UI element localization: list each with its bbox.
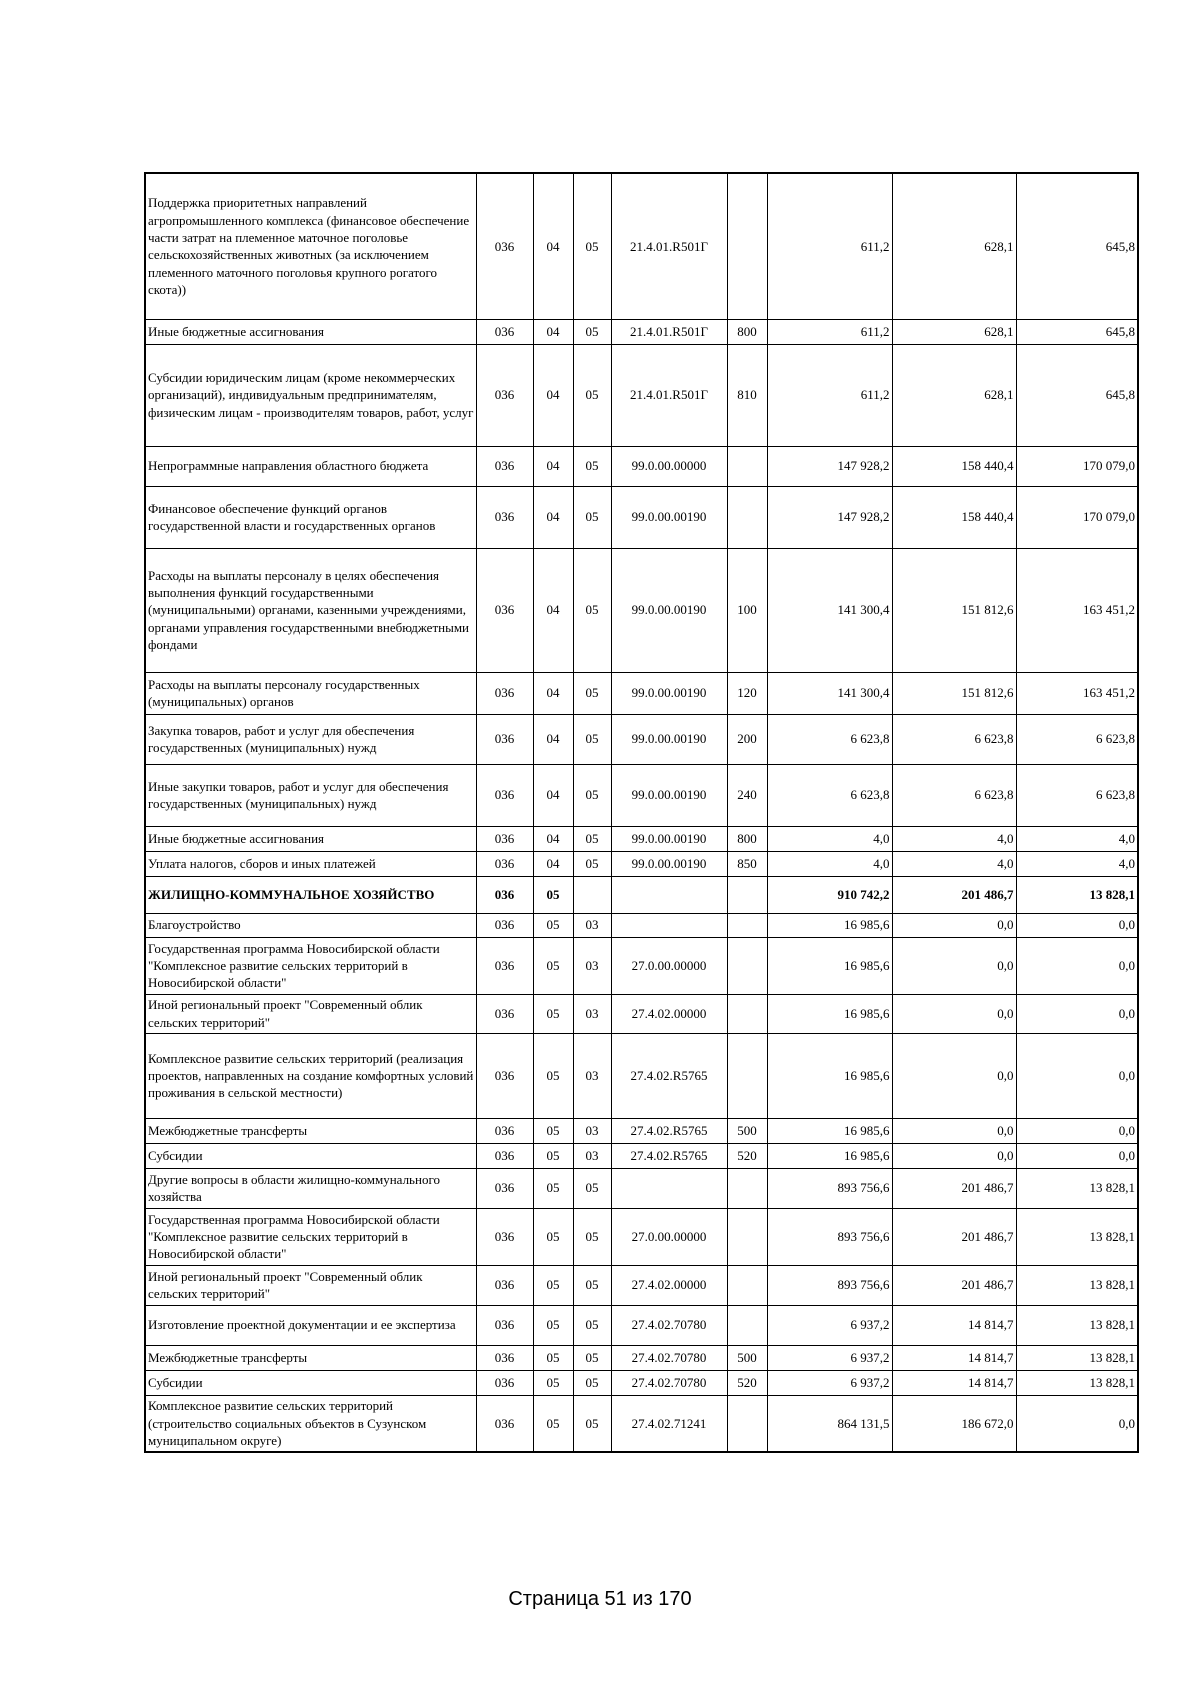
table-row [145,1118,1138,1143]
cell-ved: 036 [476,1208,533,1265]
cell-ved: 036 [476,344,533,446]
table-row [145,937,1138,994]
cell-csr: 99.0.00.00190 [611,672,727,714]
cell-sum-year3: 170 079,0 [1016,486,1138,548]
cell-sum-year2: 186 672,0 [892,1395,1016,1452]
cell-ved: 036 [476,1265,533,1305]
cell-ved: 036 [476,764,533,826]
table-row [145,1305,1138,1345]
cell-rz: 05 [533,1305,573,1345]
cell-csr: 99.0.00.00190 [611,714,727,764]
cell-pr: 05 [573,548,611,672]
cell-sum-year2: 158 440,4 [892,446,1016,486]
cell-vr [727,876,767,913]
cell-pr: 03 [573,1118,611,1143]
table-row [145,1345,1138,1370]
cell-sum-year2: 4,0 [892,826,1016,851]
cell-rz: 05 [533,1395,573,1452]
cell-name: Расходы на выплаты персоналу государственных (муниципальных) органов [145,672,476,714]
table-row [145,1208,1138,1265]
cell-sum-year2: 201 486,7 [892,1208,1016,1265]
cell-name: Межбюджетные трансферты [145,1118,476,1143]
cell-sum-year3: 13 828,1 [1016,876,1138,913]
cell-pr: 05 [573,319,611,344]
cell-rz: 05 [533,1143,573,1168]
cell-ved: 036 [476,1168,533,1208]
cell-sum-year1: 6 623,8 [767,764,892,826]
cell-pr: 05 [573,486,611,548]
cell-pr [573,876,611,913]
cell-name: Межбюджетные трансферты [145,1345,476,1370]
table-row [145,1370,1138,1395]
cell-sum-year1: 16 985,6 [767,937,892,994]
table-row [145,319,1138,344]
cell-pr: 05 [573,1208,611,1265]
cell-sum-year1: 893 756,6 [767,1208,892,1265]
cell-vr [727,1208,767,1265]
cell-pr: 03 [573,937,611,994]
table-row [145,994,1138,1033]
table-row [145,1395,1138,1452]
cell-sum-year3: 0,0 [1016,1118,1138,1143]
cell-ved: 036 [476,319,533,344]
cell-sum-year3: 163 451,2 [1016,672,1138,714]
cell-rz: 04 [533,672,573,714]
cell-vr: 520 [727,1143,767,1168]
cell-vr [727,446,767,486]
cell-ved: 036 [476,1395,533,1452]
cell-csr: 27.0.00.00000 [611,937,727,994]
cell-sum-year3: 0,0 [1016,937,1138,994]
cell-vr: 500 [727,1118,767,1143]
cell-vr: 500 [727,1345,767,1370]
table-body [145,173,1138,1452]
cell-csr: 27.4.02.00000 [611,994,727,1033]
cell-pr: 05 [573,173,611,319]
cell-csr: 27.4.02.00000 [611,1265,727,1305]
cell-vr: 810 [727,344,767,446]
cell-vr [727,1168,767,1208]
cell-rz: 04 [533,826,573,851]
cell-sum-year3: 13 828,1 [1016,1370,1138,1395]
cell-sum-year1: 893 756,6 [767,1168,892,1208]
cell-sum-year2: 201 486,7 [892,876,1016,913]
cell-ved: 036 [476,826,533,851]
cell-sum-year3: 13 828,1 [1016,1345,1138,1370]
cell-csr: 27.4.02.R5765 [611,1033,727,1118]
cell-sum-year2: 0,0 [892,1118,1016,1143]
cell-vr [727,994,767,1033]
cell-ved: 036 [476,548,533,672]
table-row [145,1265,1138,1305]
cell-sum-year3: 6 623,8 [1016,764,1138,826]
cell-sum-year3: 13 828,1 [1016,1265,1138,1305]
cell-sum-year1: 4,0 [767,826,892,851]
cell-sum-year2: 6 623,8 [892,764,1016,826]
cell-sum-year1: 611,2 [767,173,892,319]
cell-sum-year1: 147 928,2 [767,446,892,486]
cell-vr [727,937,767,994]
cell-pr: 05 [573,1395,611,1452]
cell-csr: 27.4.02.71241 [611,1395,727,1452]
cell-csr: 21.4.01.R501Г [611,344,727,446]
cell-sum-year3: 163 451,2 [1016,548,1138,672]
cell-vr [727,1033,767,1118]
cell-sum-year1: 6 937,2 [767,1370,892,1395]
cell-ved: 036 [476,173,533,319]
cell-sum-year1: 16 985,6 [767,913,892,937]
cell-sum-year3: 0,0 [1016,1395,1138,1452]
cell-vr: 120 [727,672,767,714]
cell-rz: 05 [533,913,573,937]
cell-vr: 800 [727,319,767,344]
cell-sum-year1: 141 300,4 [767,548,892,672]
cell-sum-year2: 151 812,6 [892,548,1016,672]
cell-sum-year2: 0,0 [892,1143,1016,1168]
cell-sum-year1: 6 623,8 [767,714,892,764]
cell-ved: 036 [476,1118,533,1143]
cell-rz: 05 [533,876,573,913]
cell-name: Иные бюджетные ассигнования [145,826,476,851]
table-row [145,826,1138,851]
cell-vr [727,486,767,548]
cell-sum-year3: 645,8 [1016,344,1138,446]
table-row [145,344,1138,446]
cell-rz: 05 [533,937,573,994]
cell-rz: 05 [533,994,573,1033]
cell-sum-year1: 893 756,6 [767,1265,892,1305]
cell-csr: 99.0.00.00190 [611,826,727,851]
cell-sum-year2: 158 440,4 [892,486,1016,548]
cell-ved: 036 [476,1033,533,1118]
cell-name: Комплексное развитие сельских территорий (строительство социальных объектов в Сузунском муниципальном округе) [145,1395,476,1452]
cell-vr: 100 [727,548,767,672]
cell-csr: 99.0.00.00190 [611,548,727,672]
cell-sum-year3: 645,8 [1016,319,1138,344]
cell-rz: 04 [533,548,573,672]
table-row [145,486,1138,548]
cell-name: Иной региональный проект "Современный облик сельских территорий" [145,994,476,1033]
cell-sum-year1: 141 300,4 [767,672,892,714]
cell-sum-year1: 6 937,2 [767,1305,892,1345]
table-row [145,851,1138,876]
cell-vr [727,1395,767,1452]
cell-pr: 03 [573,913,611,937]
cell-ved: 036 [476,714,533,764]
cell-sum-year3: 170 079,0 [1016,446,1138,486]
cell-csr [611,1168,727,1208]
cell-rz: 04 [533,851,573,876]
cell-sum-year3: 13 828,1 [1016,1208,1138,1265]
cell-sum-year2: 0,0 [892,913,1016,937]
cell-rz: 05 [533,1118,573,1143]
cell-vr: 850 [727,851,767,876]
cell-vr [727,173,767,319]
cell-name: Субсидии [145,1143,476,1168]
cell-ved: 036 [476,876,533,913]
table-row [145,548,1138,672]
cell-name: Финансовое обеспечение функций органов государственной власти и государственных органов [145,486,476,548]
cell-sum-year2: 0,0 [892,1033,1016,1118]
cell-name: Субсидии [145,1370,476,1395]
cell-ved: 036 [476,851,533,876]
cell-name: Закупка товаров, работ и услуг для обеспечения государственных (муниципальных) нужд [145,714,476,764]
cell-name: Иные закупки товаров, работ и услуг для обеспечения государственных (муниципальных) нужд [145,764,476,826]
table-row [145,1143,1138,1168]
cell-sum-year1: 16 985,6 [767,994,892,1033]
cell-csr: 27.4.02.R5765 [611,1143,727,1168]
cell-ved: 036 [476,937,533,994]
cell-pr: 05 [573,1345,611,1370]
cell-sum-year2: 0,0 [892,994,1016,1033]
cell-sum-year3: 4,0 [1016,851,1138,876]
cell-sum-year2: 201 486,7 [892,1265,1016,1305]
cell-csr: 27.0.00.00000 [611,1208,727,1265]
cell-csr [611,876,727,913]
cell-name: Поддержка приоритетных направлений агропромышленного комплекса (финансовое обеспечение части затрат на племенное маточное поголовье сельскохозяйственных животных (за исключением племенного маточного поголовья крупного рогатого скота)) [145,173,476,319]
cell-csr: 99.0.00.00000 [611,446,727,486]
cell-name: ЖИЛИЩНО-КОММУНАЛЬНОЕ ХОЗЯЙСТВО [145,876,476,913]
cell-ved: 036 [476,446,533,486]
cell-rz: 04 [533,764,573,826]
cell-sum-year2: 14 814,7 [892,1305,1016,1345]
cell-name: Расходы на выплаты персоналу в целях обеспечения выполнения функций государственными (муниципальными) органами, казенными учреждениями, органами управления государственными внебюджетными фондами [145,548,476,672]
cell-sum-year1: 6 937,2 [767,1345,892,1370]
cell-vr: 200 [727,714,767,764]
cell-sum-year1: 611,2 [767,344,892,446]
cell-name: Благоустройство [145,913,476,937]
cell-sum-year3: 0,0 [1016,1143,1138,1168]
cell-vr [727,1305,767,1345]
cell-rz: 05 [533,1168,573,1208]
cell-name: Изготовление проектной документации и ее экспертиза [145,1305,476,1345]
cell-vr [727,1265,767,1305]
cell-sum-year2: 14 814,7 [892,1345,1016,1370]
cell-ved: 036 [476,672,533,714]
cell-ved: 036 [476,1345,533,1370]
cell-pr: 05 [573,764,611,826]
table-row [145,173,1138,319]
cell-sum-year2: 151 812,6 [892,672,1016,714]
cell-sum-year2: 4,0 [892,851,1016,876]
cell-ved: 036 [476,1370,533,1395]
cell-name: Иной региональный проект "Современный облик сельских территорий" [145,1265,476,1305]
cell-pr: 05 [573,1168,611,1208]
cell-name: Комплексное развитие сельских территорий (реализация проектов, направленных на создание комфортных условий проживания в сельской местности) [145,1033,476,1118]
cell-sum-year2: 0,0 [892,937,1016,994]
cell-sum-year1: 611,2 [767,319,892,344]
cell-pr: 05 [573,714,611,764]
table-row [145,672,1138,714]
cell-pr: 05 [573,1370,611,1395]
cell-sum-year3: 0,0 [1016,913,1138,937]
table-row [145,714,1138,764]
cell-sum-year1: 16 985,6 [767,1033,892,1118]
cell-sum-year1: 864 131,5 [767,1395,892,1452]
cell-sum-year2: 628,1 [892,319,1016,344]
cell-pr: 03 [573,1143,611,1168]
cell-name: Субсидии юридическим лицам (кроме некоммерческих организаций), индивидуальным предпринимателям, физическим лицам - производителям товаров, работ, услуг [145,344,476,446]
cell-rz: 04 [533,173,573,319]
cell-rz: 05 [533,1033,573,1118]
cell-csr: 99.0.00.00190 [611,764,727,826]
cell-name: Государственная программа Новосибирской области "Комплексное развитие сельских территорий в Новосибирской области" [145,1208,476,1265]
cell-vr [727,913,767,937]
cell-pr: 05 [573,1305,611,1345]
cell-sum-year3: 13 828,1 [1016,1305,1138,1345]
cell-name: Государственная программа Новосибирской области "Комплексное развитие сельских территорий в Новосибирской области" [145,937,476,994]
cell-sum-year1: 16 985,6 [767,1118,892,1143]
cell-name: Иные бюджетные ассигнования [145,319,476,344]
cell-sum-year1: 16 985,6 [767,1143,892,1168]
cell-rz: 04 [533,714,573,764]
cell-name: Уплата налогов, сборов и иных платежей [145,851,476,876]
cell-sum-year3: 13 828,1 [1016,1168,1138,1208]
cell-ved: 036 [476,1143,533,1168]
cell-rz: 04 [533,319,573,344]
cell-ved: 036 [476,1305,533,1345]
cell-csr: 27.4.02.70780 [611,1305,727,1345]
cell-rz: 04 [533,446,573,486]
cell-pr: 03 [573,994,611,1033]
table-row [145,764,1138,826]
cell-rz: 05 [533,1370,573,1395]
page-number: Страница 51 из 170 [508,1588,692,1610]
cell-name: Непрограммные направления областного бюджета [145,446,476,486]
cell-csr: 21.4.01.R501Г [611,173,727,319]
cell-csr: 27.4.02.R5765 [611,1118,727,1143]
cell-csr [611,913,727,937]
cell-pr: 05 [573,446,611,486]
cell-rz: 05 [533,1345,573,1370]
cell-ved: 036 [476,913,533,937]
cell-pr: 05 [573,1265,611,1305]
cell-ved: 036 [476,486,533,548]
cell-csr: 99.0.00.00190 [611,486,727,548]
cell-csr: 21.4.01.R501Г [611,319,727,344]
cell-sum-year1: 4,0 [767,851,892,876]
cell-pr: 05 [573,344,611,446]
cell-rz: 05 [533,1208,573,1265]
table-row [145,876,1138,913]
cell-sum-year3: 6 623,8 [1016,714,1138,764]
cell-csr: 27.4.02.70780 [611,1370,727,1395]
cell-sum-year2: 201 486,7 [892,1168,1016,1208]
cell-pr: 05 [573,826,611,851]
table-row [145,446,1138,486]
cell-pr: 05 [573,851,611,876]
cell-sum-year3: 0,0 [1016,1033,1138,1118]
cell-sum-year1: 910 742,2 [767,876,892,913]
cell-sum-year3: 645,8 [1016,173,1138,319]
cell-pr: 05 [573,672,611,714]
cell-sum-year2: 6 623,8 [892,714,1016,764]
table-row [145,1033,1138,1118]
cell-sum-year3: 4,0 [1016,826,1138,851]
cell-pr: 03 [573,1033,611,1118]
cell-sum-year2: 14 814,7 [892,1370,1016,1395]
cell-rz: 05 [533,1265,573,1305]
cell-csr: 27.4.02.70780 [611,1345,727,1370]
cell-name: Другие вопросы в области жилищно-коммунального хозяйства [145,1168,476,1208]
cell-rz: 04 [533,486,573,548]
cell-rz: 04 [533,344,573,446]
cell-vr: 520 [727,1370,767,1395]
cell-sum-year2: 628,1 [892,173,1016,319]
table-row [145,913,1138,937]
cell-vr: 240 [727,764,767,826]
budget-table [144,172,1139,1453]
cell-sum-year2: 628,1 [892,344,1016,446]
cell-vr: 800 [727,826,767,851]
cell-sum-year1: 147 928,2 [767,486,892,548]
cell-ved: 036 [476,994,533,1033]
cell-csr: 99.0.00.00190 [611,851,727,876]
cell-sum-year3: 0,0 [1016,994,1138,1033]
table-row [145,1168,1138,1208]
